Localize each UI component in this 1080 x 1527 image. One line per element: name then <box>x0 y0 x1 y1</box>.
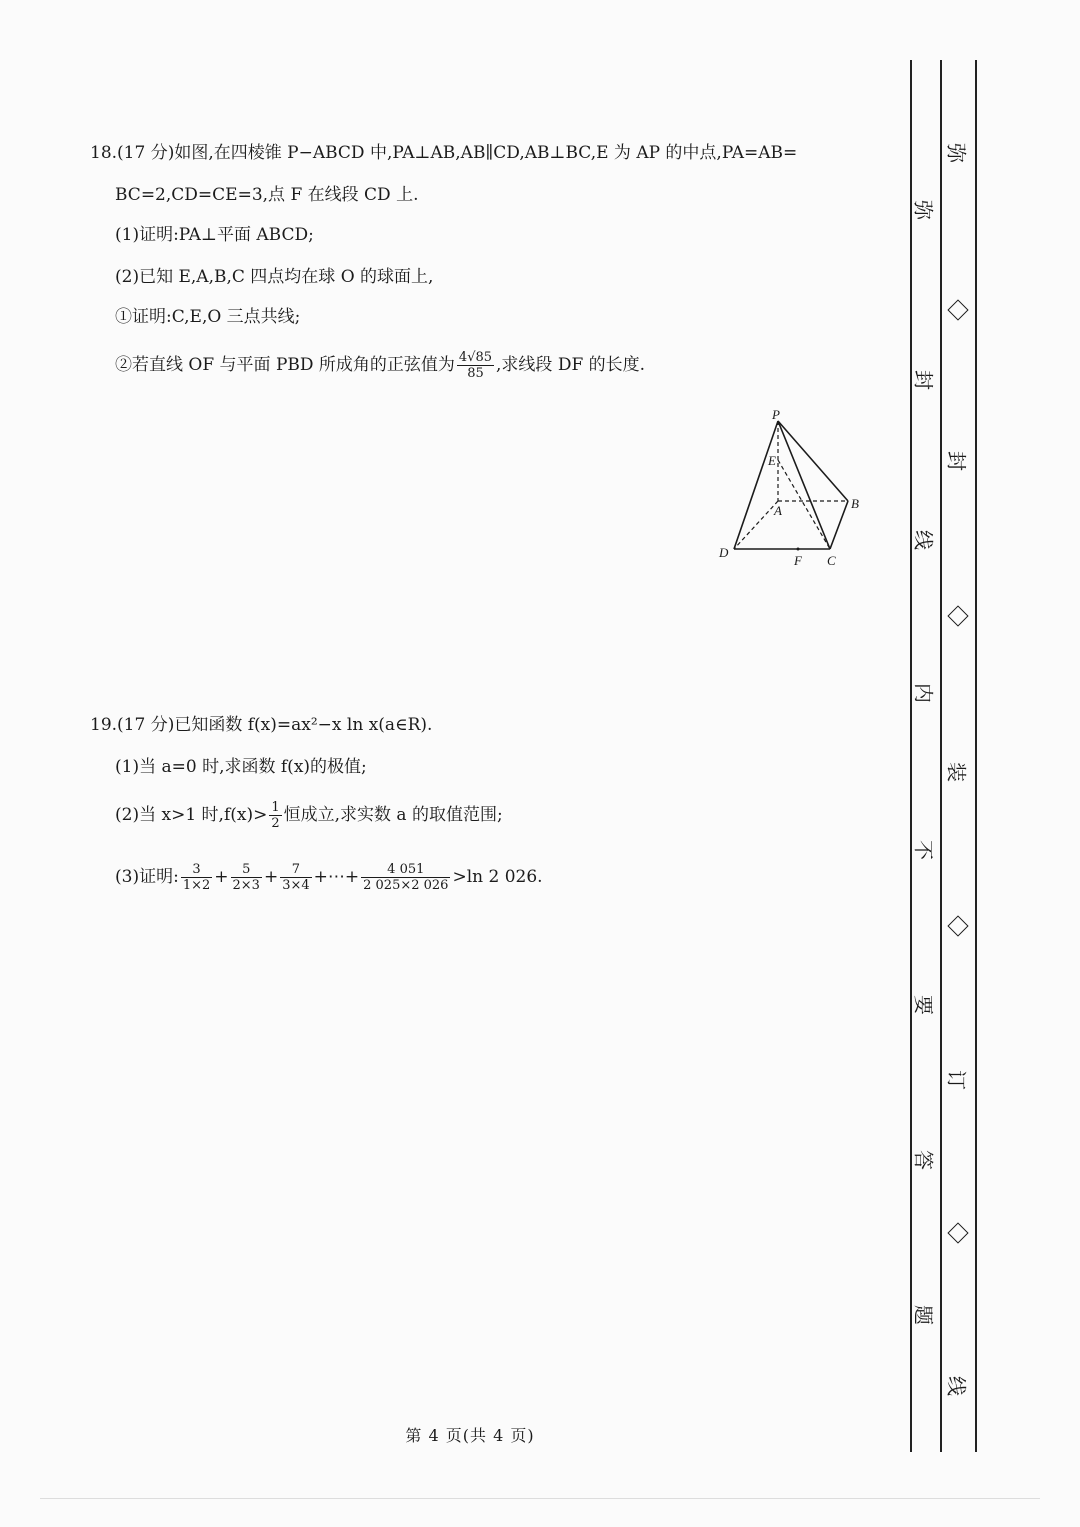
fraction-numerator: 4√85 <box>458 350 493 365</box>
margin-outer-char: 封 <box>944 451 969 471</box>
label-P: P <box>772 407 780 422</box>
fraction-denominator: 85 <box>467 366 484 381</box>
page-bottom-edge <box>40 1498 1040 1499</box>
edge-AD <box>734 501 778 549</box>
margin-inner-char: 要 <box>911 995 936 1015</box>
q19-part3: (3)证明: $\frac{3}{1\times 2}$ + $\frac{5}{2\times 3}$ + $\frac{7}{3\times 4}$ +⋯+ $\frac{4 051}{2 025\times 2 026}$ >ln 2 026. <box>115 862 543 893</box>
q18-part2b <box>115 350 645 381</box>
q18-line1: 18.(17 分)如图,在四棱锥 P−ABCD 中,PA⊥AB,AB∥CD,AB⊥BC,E 为 AP 的中点,PA=AB= <box>90 143 798 163</box>
q18-part2: (2)已知 E,A,B,C 四点均在球 O 的球面上, <box>115 267 434 287</box>
q19-part2-post: 恒成立,求实数 a 的取值范围; <box>283 805 503 825</box>
label-C: C <box>827 553 836 568</box>
q18-part1: (1)证明:PA⊥平面 ABCD; <box>115 225 314 245</box>
margin-inner-char: 封 <box>911 370 936 390</box>
margin-outer-char: 弥 <box>944 143 969 163</box>
diamond-icon <box>947 605 968 626</box>
q19-part3-pre: (3)证明: <box>115 867 179 887</box>
label-E: E <box>768 453 776 468</box>
q18-part2a: ①证明:C,E,O 三点共线; <box>115 307 301 327</box>
margin-inner-char: 弥 <box>911 200 936 220</box>
point-F <box>797 548 800 551</box>
fraction-denominator: 1×2 <box>182 878 211 893</box>
sum-term-last <box>361 862 450 893</box>
half-fraction <box>269 800 281 831</box>
fraction-numerator: 3 <box>181 862 212 878</box>
fraction-numerator: 7 <box>280 862 311 878</box>
margin-inner-char: 线 <box>911 530 936 550</box>
sum-term-1 <box>181 862 212 893</box>
q19-part3-post: >ln 2 026. <box>452 867 543 887</box>
diamond-icon <box>947 1222 968 1243</box>
edge-PC <box>778 421 830 549</box>
margin-inner-char: 答 <box>911 1150 936 1170</box>
margin-rule-middle <box>940 60 942 1452</box>
q19-part1: (1)当 a=0 时,求函数 f(x)的极值; <box>115 757 367 777</box>
q18-line2: BC=2,CD=CE=3,点 F 在线段 CD 上. <box>115 185 419 205</box>
sum-ellipsis: +⋯+ <box>313 867 360 887</box>
diamond-icon <box>947 299 968 320</box>
fraction-denominator: 2 025×2 026 <box>363 878 449 893</box>
margin-inner-char: 不 <box>911 840 936 860</box>
q19-part2-pre: (2)当 x>1 时,f(x)> <box>115 805 268 825</box>
edge-CB <box>830 501 848 549</box>
q19-part2 <box>115 800 503 831</box>
margin-inner-char: 题 <box>911 1305 936 1325</box>
sine-value-fraction <box>457 350 494 381</box>
margin-rule-inner <box>910 60 912 1452</box>
q19-line1: 19.(17 分)已知函数 f(x)=ax²−x ln x(a∈R). <box>90 715 433 735</box>
margin-outer-char: 线 <box>944 1376 969 1396</box>
label-D: D <box>719 545 729 560</box>
fraction-numerator: 1 <box>271 800 280 815</box>
sum-term-2 <box>231 862 262 893</box>
margin-inner-char: 内 <box>911 683 936 703</box>
q18-part2b-pre: ②若直线 OF 与平面 PBD 所成角的正弦值为 <box>115 355 455 375</box>
fraction-denominator: 3×4 <box>282 878 310 893</box>
margin-rule-outer <box>975 60 977 1452</box>
edge-PB <box>778 421 848 501</box>
edge-PD <box>734 421 778 549</box>
margin-outer-char: 订 <box>944 1070 969 1090</box>
label-B: B <box>851 496 859 511</box>
fraction-numerator: 5 <box>231 862 262 878</box>
pyramid-figure <box>710 405 880 575</box>
fraction-numerator: 4 051 <box>361 862 450 878</box>
segment-EC <box>778 460 830 549</box>
fraction-denominator: 2×3 <box>232 878 260 893</box>
page-footer: 第 4 页(共 4 页) <box>405 1426 535 1445</box>
label-F: F <box>794 553 802 568</box>
label-A: A <box>774 503 782 518</box>
sum-term-3 <box>280 862 311 893</box>
fraction-denominator: 2 <box>271 816 280 831</box>
diamond-icon <box>947 915 968 936</box>
q18-part2b-post: ,求线段 DF 的长度. <box>496 355 646 375</box>
margin-outer-char: 装 <box>944 762 969 782</box>
